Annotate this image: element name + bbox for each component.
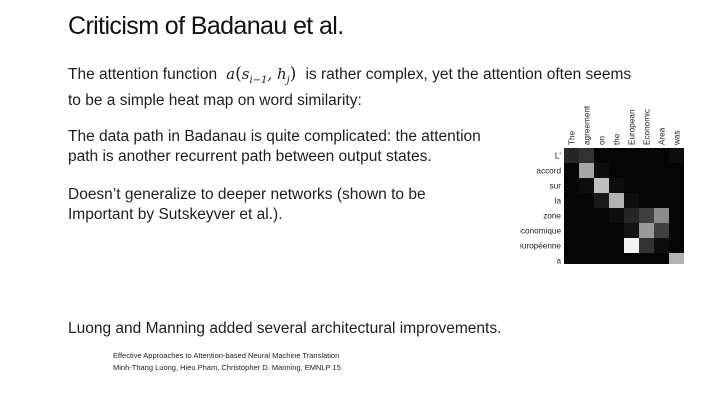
heatmap-cell — [639, 238, 654, 253]
formula-hidden: h — [276, 65, 287, 83]
heatmap-cell — [579, 148, 594, 163]
heatmap-cell — [564, 163, 579, 178]
formula-hidden-index: j — [286, 75, 290, 86]
reference-citation — [113, 350, 341, 374]
heatmap-cell — [624, 253, 639, 264]
attention-formula: $a(s_{i-1}$, $h_j$) — [226, 64, 297, 86]
heatmap-cell — [579, 193, 594, 208]
heatmap-cell — [639, 148, 654, 163]
paragraph-line: The data path in Badanau is quite complicated: the attention — [68, 128, 481, 145]
heatmap-cell — [669, 253, 684, 264]
heatmap-cell — [609, 223, 624, 238]
heatmap-row-label: européenne — [520, 241, 561, 251]
paragraph-data-path — [68, 127, 481, 167]
heatmap-cell — [669, 238, 684, 253]
heatmap-row-label: a — [556, 256, 561, 264]
heatmap-cell — [669, 208, 684, 223]
attention-heatmap-svg — [520, 92, 690, 264]
heatmap-cell — [624, 238, 639, 253]
heatmap-cell — [594, 148, 609, 163]
heatmap-cell — [594, 238, 609, 253]
reference-title: Effective Approaches to Attention-based Neural Machine Translation — [113, 351, 340, 360]
paragraph-text: The attention function — [68, 66, 218, 83]
heatmap-cell — [579, 223, 594, 238]
heatmap-cell — [579, 208, 594, 223]
heatmap-cell — [594, 163, 609, 178]
paragraph-generalize — [68, 185, 426, 225]
heatmap-cell — [639, 193, 654, 208]
formula-state-index: i−1 — [249, 75, 268, 86]
heatmap-cell — [594, 208, 609, 223]
heatmap-column-label: agreement — [582, 105, 592, 145]
heatmap-cell — [609, 148, 624, 163]
heatmap-cell — [594, 223, 609, 238]
heatmap-cell — [669, 193, 684, 208]
formula-function: a — [226, 65, 236, 83]
heatmap-cell — [609, 193, 624, 208]
heatmap-column-label: European — [627, 109, 637, 145]
heatmap-cell — [654, 238, 669, 253]
heatmap-cell — [594, 193, 609, 208]
heatmap-cell — [624, 223, 639, 238]
heatmap-cell — [564, 148, 579, 163]
heatmap-cell — [624, 178, 639, 193]
heatmap-cell — [669, 223, 684, 238]
paragraph-line — [68, 64, 631, 91]
heatmap-row-label: la — [554, 196, 561, 206]
heatmap-cell — [654, 148, 669, 163]
heatmap-column-label: was — [672, 130, 682, 145]
heatmap-cell — [669, 163, 684, 178]
heatmap-cell — [639, 223, 654, 238]
paragraph-line: to be a simple heat map on word similarity: — [68, 92, 362, 109]
heatmap-cell — [564, 238, 579, 253]
heatmap-cell — [654, 163, 669, 178]
heatmap-row-label: sur — [549, 181, 561, 191]
heatmap-cell — [639, 178, 654, 193]
heatmap-row-label: accord — [536, 166, 561, 176]
heatmap-cell — [624, 148, 639, 163]
heatmap-cell — [564, 253, 579, 264]
heatmap-cell — [579, 178, 594, 193]
footer-statement: Luong and Manning added several architectural improvements. — [68, 320, 502, 337]
heatmap-cell — [639, 253, 654, 264]
heatmap-cell — [609, 238, 624, 253]
heatmap-cell — [609, 178, 624, 193]
heatmap-cell — [579, 238, 594, 253]
heatmap-cell — [669, 148, 684, 163]
heatmap-column-label: the — [612, 133, 622, 145]
attention-heatmap — [520, 92, 690, 269]
heatmap-column-label: Economic — [642, 109, 652, 145]
heatmap-cell — [609, 208, 624, 223]
slide-title: Criticism of Badanau et al. — [68, 12, 344, 40]
heatmap-cell — [579, 163, 594, 178]
heatmap-cell — [654, 253, 669, 264]
heatmap-column-label: The — [567, 130, 577, 145]
heatmap-cell — [624, 193, 639, 208]
heatmap-cell — [639, 163, 654, 178]
heatmap-cell — [564, 193, 579, 208]
heatmap-column-label: Area — [657, 127, 667, 145]
heatmap-cell — [669, 178, 684, 193]
heatmap-cell — [624, 163, 639, 178]
heatmap-cell — [624, 208, 639, 223]
heatmap-cell — [639, 208, 654, 223]
heatmap-cell — [609, 253, 624, 264]
reference-authors: Minh-Thang Luong, Hieu Pham, Christopher D. Manning, EMNLP 15 — [113, 363, 341, 372]
paragraph-line: Important by Sutskeyver et al.). — [68, 206, 283, 223]
paragraph-line: path is another recurrent path between output states. — [68, 148, 432, 165]
heatmap-column-label: on — [597, 135, 607, 145]
heatmap-cell — [654, 193, 669, 208]
heatmap-cell — [654, 223, 669, 238]
heatmap-row-label: L' — [554, 151, 561, 161]
heatmap-cell — [594, 178, 609, 193]
paragraph-line: Doesn’t generalize to deeper networks (shown to be — [68, 186, 426, 203]
heatmap-cell — [564, 223, 579, 238]
heatmap-cell — [564, 178, 579, 193]
heatmap-cell — [564, 208, 579, 223]
paragraph-text: is rather complex, yet the attention often seems — [305, 66, 632, 83]
heatmap-cell — [654, 178, 669, 193]
heatmap-cell — [594, 253, 609, 264]
heatmap-row-label: économique — [520, 226, 561, 236]
heatmap-cell — [654, 208, 669, 223]
heatmap-row-label: zone — [543, 211, 561, 221]
heatmap-cell — [609, 163, 624, 178]
heatmap-cell — [579, 253, 594, 264]
formula-state: s — [241, 65, 250, 83]
